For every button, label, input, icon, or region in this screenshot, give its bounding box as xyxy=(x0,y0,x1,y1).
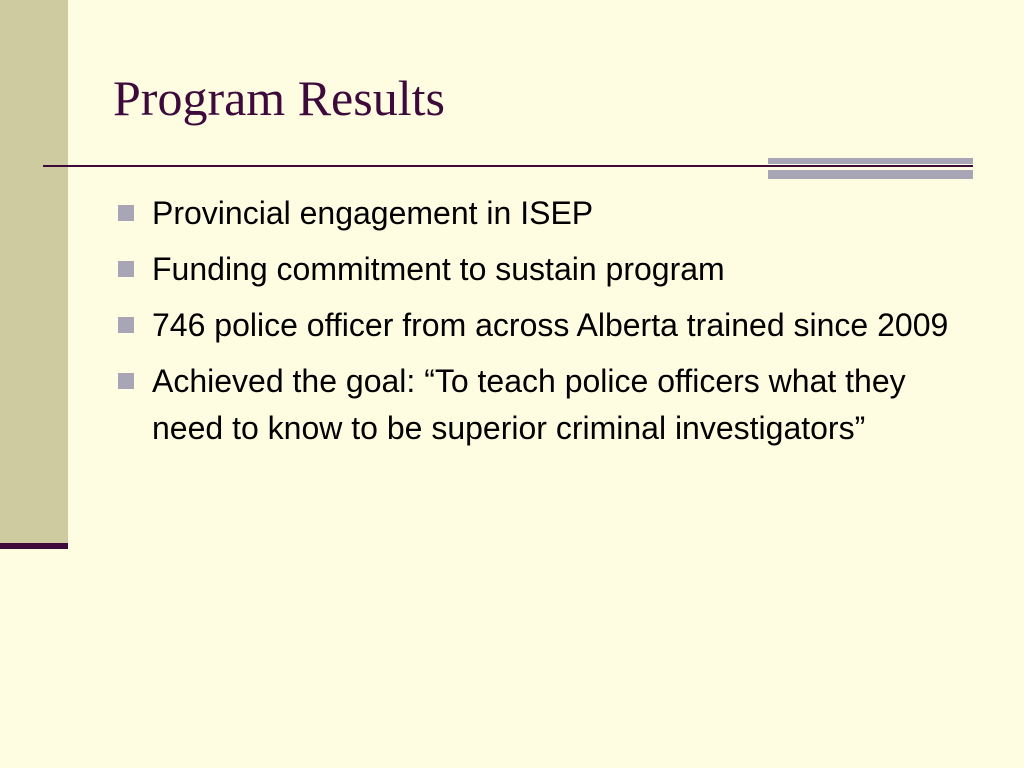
bullet-item xyxy=(115,246,985,293)
bullet-item xyxy=(115,190,985,237)
divider-accent-bar-bottom xyxy=(768,170,973,179)
left-bar-accent-line xyxy=(0,543,68,549)
square-bullet-icon xyxy=(118,373,134,389)
bullet-item xyxy=(115,302,985,349)
bullet-text: Achieved the goal: “To teach police officers what they need to know to be superior criminal investigators” xyxy=(152,363,906,446)
divider-accent-bars xyxy=(768,158,973,180)
left-decorative-bar xyxy=(0,0,68,543)
slide-title: Program Results xyxy=(113,70,445,126)
divider-accent-bar-top xyxy=(768,158,973,164)
bullet-text: 746 police officer from across Alberta trained since 2009 xyxy=(152,307,949,343)
bullet-list xyxy=(115,190,985,461)
bullet-text: Provincial engagement in ISEP xyxy=(152,195,594,231)
square-bullet-icon xyxy=(118,261,134,277)
square-bullet-icon xyxy=(118,317,134,333)
bullet-text: Funding commitment to sustain program xyxy=(152,251,725,287)
square-bullet-icon xyxy=(118,205,134,221)
bullet-item xyxy=(115,358,985,452)
